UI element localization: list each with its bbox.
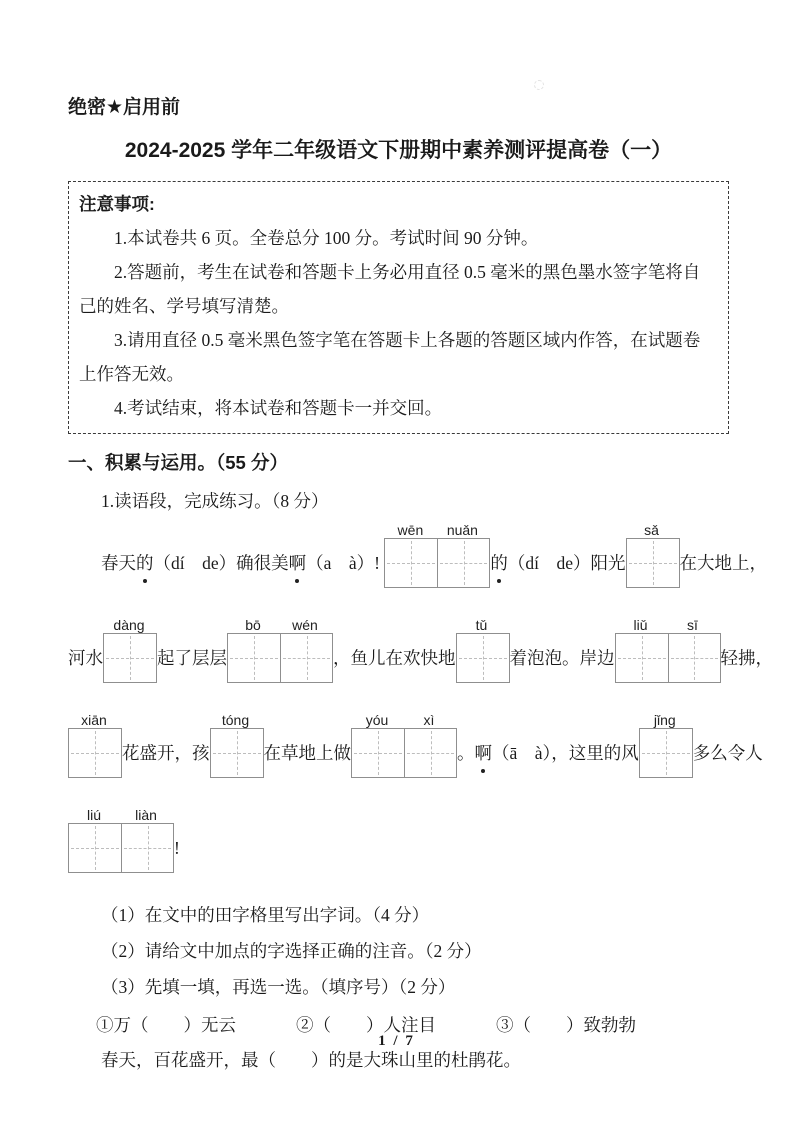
fill-option-2: ②（ ）人注目 xyxy=(296,1015,436,1035)
pinyin-row xyxy=(456,617,510,633)
writing-grid xyxy=(626,522,680,588)
pinyin-label: bō xyxy=(245,617,261,633)
writing-grid xyxy=(103,617,157,683)
pinyin-row xyxy=(615,617,721,633)
scan-artifact-mark xyxy=(534,80,544,90)
subquestion-1: （1）在文中的田字格里写出字词。（4 分） xyxy=(101,905,430,925)
passage-text: （dí de）阳光 xyxy=(507,553,626,573)
pinyin-row xyxy=(68,807,174,823)
passage-text: （dí de）确很美 xyxy=(153,553,289,573)
tian-zi-ge-cell xyxy=(121,824,173,872)
writing-grid xyxy=(227,617,333,683)
pinyin-row xyxy=(639,712,693,728)
fill-option-1: ①万（ ）无云 xyxy=(96,1015,236,1035)
dotted-char: 的 xyxy=(136,551,154,588)
passage-text: （ā à），这里的风 xyxy=(492,743,639,763)
dotted-char: 啊 xyxy=(475,741,493,778)
grid-cells xyxy=(351,728,457,778)
pinyin-label: sǎ xyxy=(644,522,659,538)
pinyin-label: dàng xyxy=(113,617,145,633)
notice-item-2: 2.答题前，考生在试卷和答题卡上务必用直径 0.5 毫米的黑色墨水签字笔将自己的姓名、学号填写清楚。 xyxy=(79,262,701,316)
pinyin-row xyxy=(626,522,680,538)
passage-text: 在大地上， xyxy=(679,553,768,573)
dotted-char: 啊 xyxy=(289,551,307,588)
pinyin-label: wēn xyxy=(397,522,424,538)
passage-text: 在草地上做 xyxy=(263,743,351,763)
pinyin-label: nuǎn xyxy=(446,522,478,538)
passage-text: 着泡泡。岸边 xyxy=(509,648,615,668)
pinyin-row xyxy=(68,712,122,728)
passage-text: ，鱼儿在欢快地 xyxy=(333,648,456,668)
passage-line xyxy=(68,522,768,588)
grid-cells xyxy=(68,728,122,778)
pinyin-label: liǔ xyxy=(633,617,648,633)
fill-sentence: 春天，百花盛开，最（ ）的是大珠山里的杜鹃花。 xyxy=(101,1050,521,1070)
notice-item-3: 3.请用直径 0.5 毫米黑色签字笔在答题卡上各题的答题区域内作答，在试题卷上作答无效。 xyxy=(79,330,701,384)
pinyin-row xyxy=(384,522,490,538)
fill-option-3: ③（ ）致勃勃 xyxy=(496,1015,636,1035)
grid-cells xyxy=(384,538,490,588)
passage-text: 花盛开，孩 xyxy=(122,743,210,763)
subquestion-2: （2）请给文中加点的字选择正确的注音。（2 分） xyxy=(101,941,482,961)
passage-text: 轻拂， xyxy=(720,648,773,668)
page-number: 1 / 7 xyxy=(378,1033,415,1049)
passage-text: （a à）! xyxy=(306,553,385,573)
grid-cells xyxy=(639,728,693,778)
notice-item-1: 1.本试卷共 6 页。全卷总分 100 分。考试时间 90 分钟。 xyxy=(114,228,539,248)
grid-cells xyxy=(626,538,680,588)
pinyin-label: liàn xyxy=(135,807,157,823)
pinyin-label: tóng xyxy=(221,712,250,728)
tian-zi-ge-cell xyxy=(104,634,156,682)
passage-text: ! xyxy=(174,838,180,858)
pinyin-label: liú xyxy=(86,807,101,823)
tian-zi-ge-cell xyxy=(69,824,121,872)
tian-zi-ge-cell xyxy=(640,729,692,777)
grid-cells xyxy=(456,633,510,683)
writing-grid xyxy=(210,712,264,778)
passage-line xyxy=(68,712,763,778)
notice-heading: 注意事项: xyxy=(79,194,155,214)
pinyin-label: yóu xyxy=(365,712,389,728)
tian-zi-ge-cell xyxy=(404,729,456,777)
tian-zi-ge-cell xyxy=(228,634,280,682)
tian-zi-ge-cell xyxy=(385,539,437,587)
pinyin-label: jǐng xyxy=(653,712,676,728)
grid-cells xyxy=(227,633,333,683)
pinyin-label: xiān xyxy=(81,712,107,728)
section-1-heading: 一、积累与运用。（55 分） xyxy=(68,452,288,473)
pinyin-label: wén xyxy=(292,617,318,633)
passage xyxy=(68,522,773,873)
notice-item-4: 4.考试结束，将本试卷和答题卡一并交回。 xyxy=(114,398,443,418)
passage-line xyxy=(68,807,729,873)
notice-box xyxy=(68,181,729,434)
grid-cells xyxy=(210,728,264,778)
tian-zi-ge-cell xyxy=(211,729,263,777)
grid-cells xyxy=(68,823,174,873)
pinyin-row xyxy=(103,617,157,633)
subquestion-3: （3）先填一填，再选一选。（填序号）（2 分） xyxy=(101,977,456,997)
passage-text: 春天 xyxy=(101,553,136,573)
passage-text: 河水 xyxy=(68,648,103,668)
writing-grid xyxy=(615,617,721,683)
grid-cells xyxy=(615,633,721,683)
writing-grid xyxy=(68,712,122,778)
passage-text: 起了层层 xyxy=(157,648,227,668)
tian-zi-ge-cell xyxy=(457,634,509,682)
writing-grid xyxy=(639,712,693,778)
passage-text: 多么令人 xyxy=(692,743,763,763)
page-title: 2024-2025 学年二年级语文下册期中素养测评提高卷（一） xyxy=(124,139,673,162)
tian-zi-ge-cell xyxy=(437,539,489,587)
tian-zi-ge-cell xyxy=(668,634,720,682)
writing-grid xyxy=(384,522,490,588)
tian-zi-ge-cell xyxy=(627,539,679,587)
pinyin-row xyxy=(210,712,264,728)
pinyin-row xyxy=(351,712,457,728)
tian-zi-ge-cell xyxy=(280,634,332,682)
grid-cells xyxy=(103,633,157,683)
dotted-char: 的 xyxy=(490,551,508,588)
pinyin-label: sī xyxy=(687,617,698,633)
writing-grid xyxy=(68,807,174,873)
question-1-label: 1.读语段，完成练习。（8 分） xyxy=(101,491,329,511)
passage-text: 。 xyxy=(457,743,475,763)
pinyin-label: tǔ xyxy=(475,617,488,633)
pinyin-label: xì xyxy=(423,712,435,728)
writing-grid xyxy=(456,617,510,683)
writing-grid xyxy=(351,712,457,778)
tian-zi-ge-cell xyxy=(616,634,668,682)
tian-zi-ge-cell xyxy=(69,729,121,777)
passage-line xyxy=(68,617,773,683)
classified-label: 绝密★启用前 xyxy=(68,97,181,118)
pinyin-row xyxy=(227,617,333,633)
tian-zi-ge-cell xyxy=(352,729,404,777)
